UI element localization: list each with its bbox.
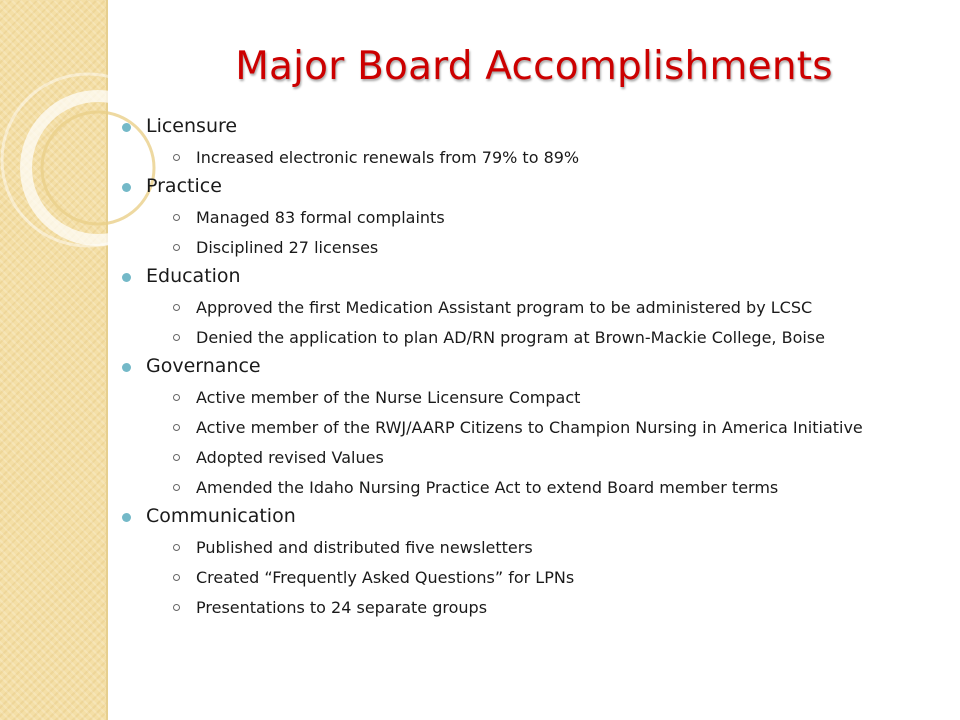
- list-item: Published and distributed five newsletters: [146, 539, 932, 557]
- section-heading: Education: [146, 265, 241, 287]
- ring-bullet-icon: [173, 604, 180, 611]
- list-item: Managed 83 formal complaints: [146, 209, 932, 227]
- list-item: Amended the Idaho Nursing Practice Act to extend Board member terms: [146, 479, 932, 497]
- bullet-dot-icon: [122, 513, 131, 522]
- section-licensure: [122, 115, 932, 167]
- ring-bullet-icon: [173, 304, 180, 311]
- section-heading: Licensure: [146, 115, 238, 137]
- section-education: [122, 265, 932, 347]
- ring-bullet-icon: [173, 214, 180, 221]
- section-practice: [122, 175, 932, 257]
- bullet-dot-icon: [122, 123, 131, 132]
- bullet-dot-icon: [122, 183, 131, 192]
- list-item: Presentations to 24 separate groups: [146, 599, 932, 617]
- bullet-dot-icon: [122, 273, 131, 282]
- section-heading: Governance: [146, 355, 261, 377]
- slide-title: Major Board Accomplishments: [235, 44, 833, 89]
- ring-bullet-icon: [173, 574, 180, 581]
- ring-bullet-icon: [173, 424, 180, 431]
- list-item: Disciplined 27 licenses: [146, 239, 932, 257]
- ring-bullet-icon: [173, 244, 180, 251]
- bullet-dot-icon: [122, 363, 131, 372]
- section-heading: Practice: [146, 175, 222, 197]
- list-item: Approved the first Medication Assistant program to be administered by LCSC: [146, 299, 932, 317]
- section-heading: Communication: [146, 505, 296, 527]
- ring-bullet-icon: [173, 484, 180, 491]
- ring-bullet-icon: [173, 394, 180, 401]
- ring-bullet-icon: [173, 334, 180, 341]
- list-item: Created “Frequently Asked Questions” for LPNs: [146, 569, 932, 587]
- list-item: Denied the application to plan AD/RN program at Brown-Mackie College, Boise: [146, 329, 932, 347]
- section-communication: [122, 505, 932, 617]
- bullet-list: [122, 115, 932, 617]
- ring-bullet-icon: [173, 544, 180, 551]
- section-governance: [122, 355, 932, 497]
- list-item: Active member of the RWJ/AARP Citizens to Champion Nursing in America Initiative: [146, 419, 932, 437]
- list-item: Increased electronic renewals from 79% to 89%: [146, 149, 932, 167]
- list-item: Adopted revised Values: [146, 449, 932, 467]
- list-item: Active member of the Nurse Licensure Compact: [146, 389, 932, 407]
- ring-bullet-icon: [173, 454, 180, 461]
- ring-bullet-icon: [173, 154, 180, 161]
